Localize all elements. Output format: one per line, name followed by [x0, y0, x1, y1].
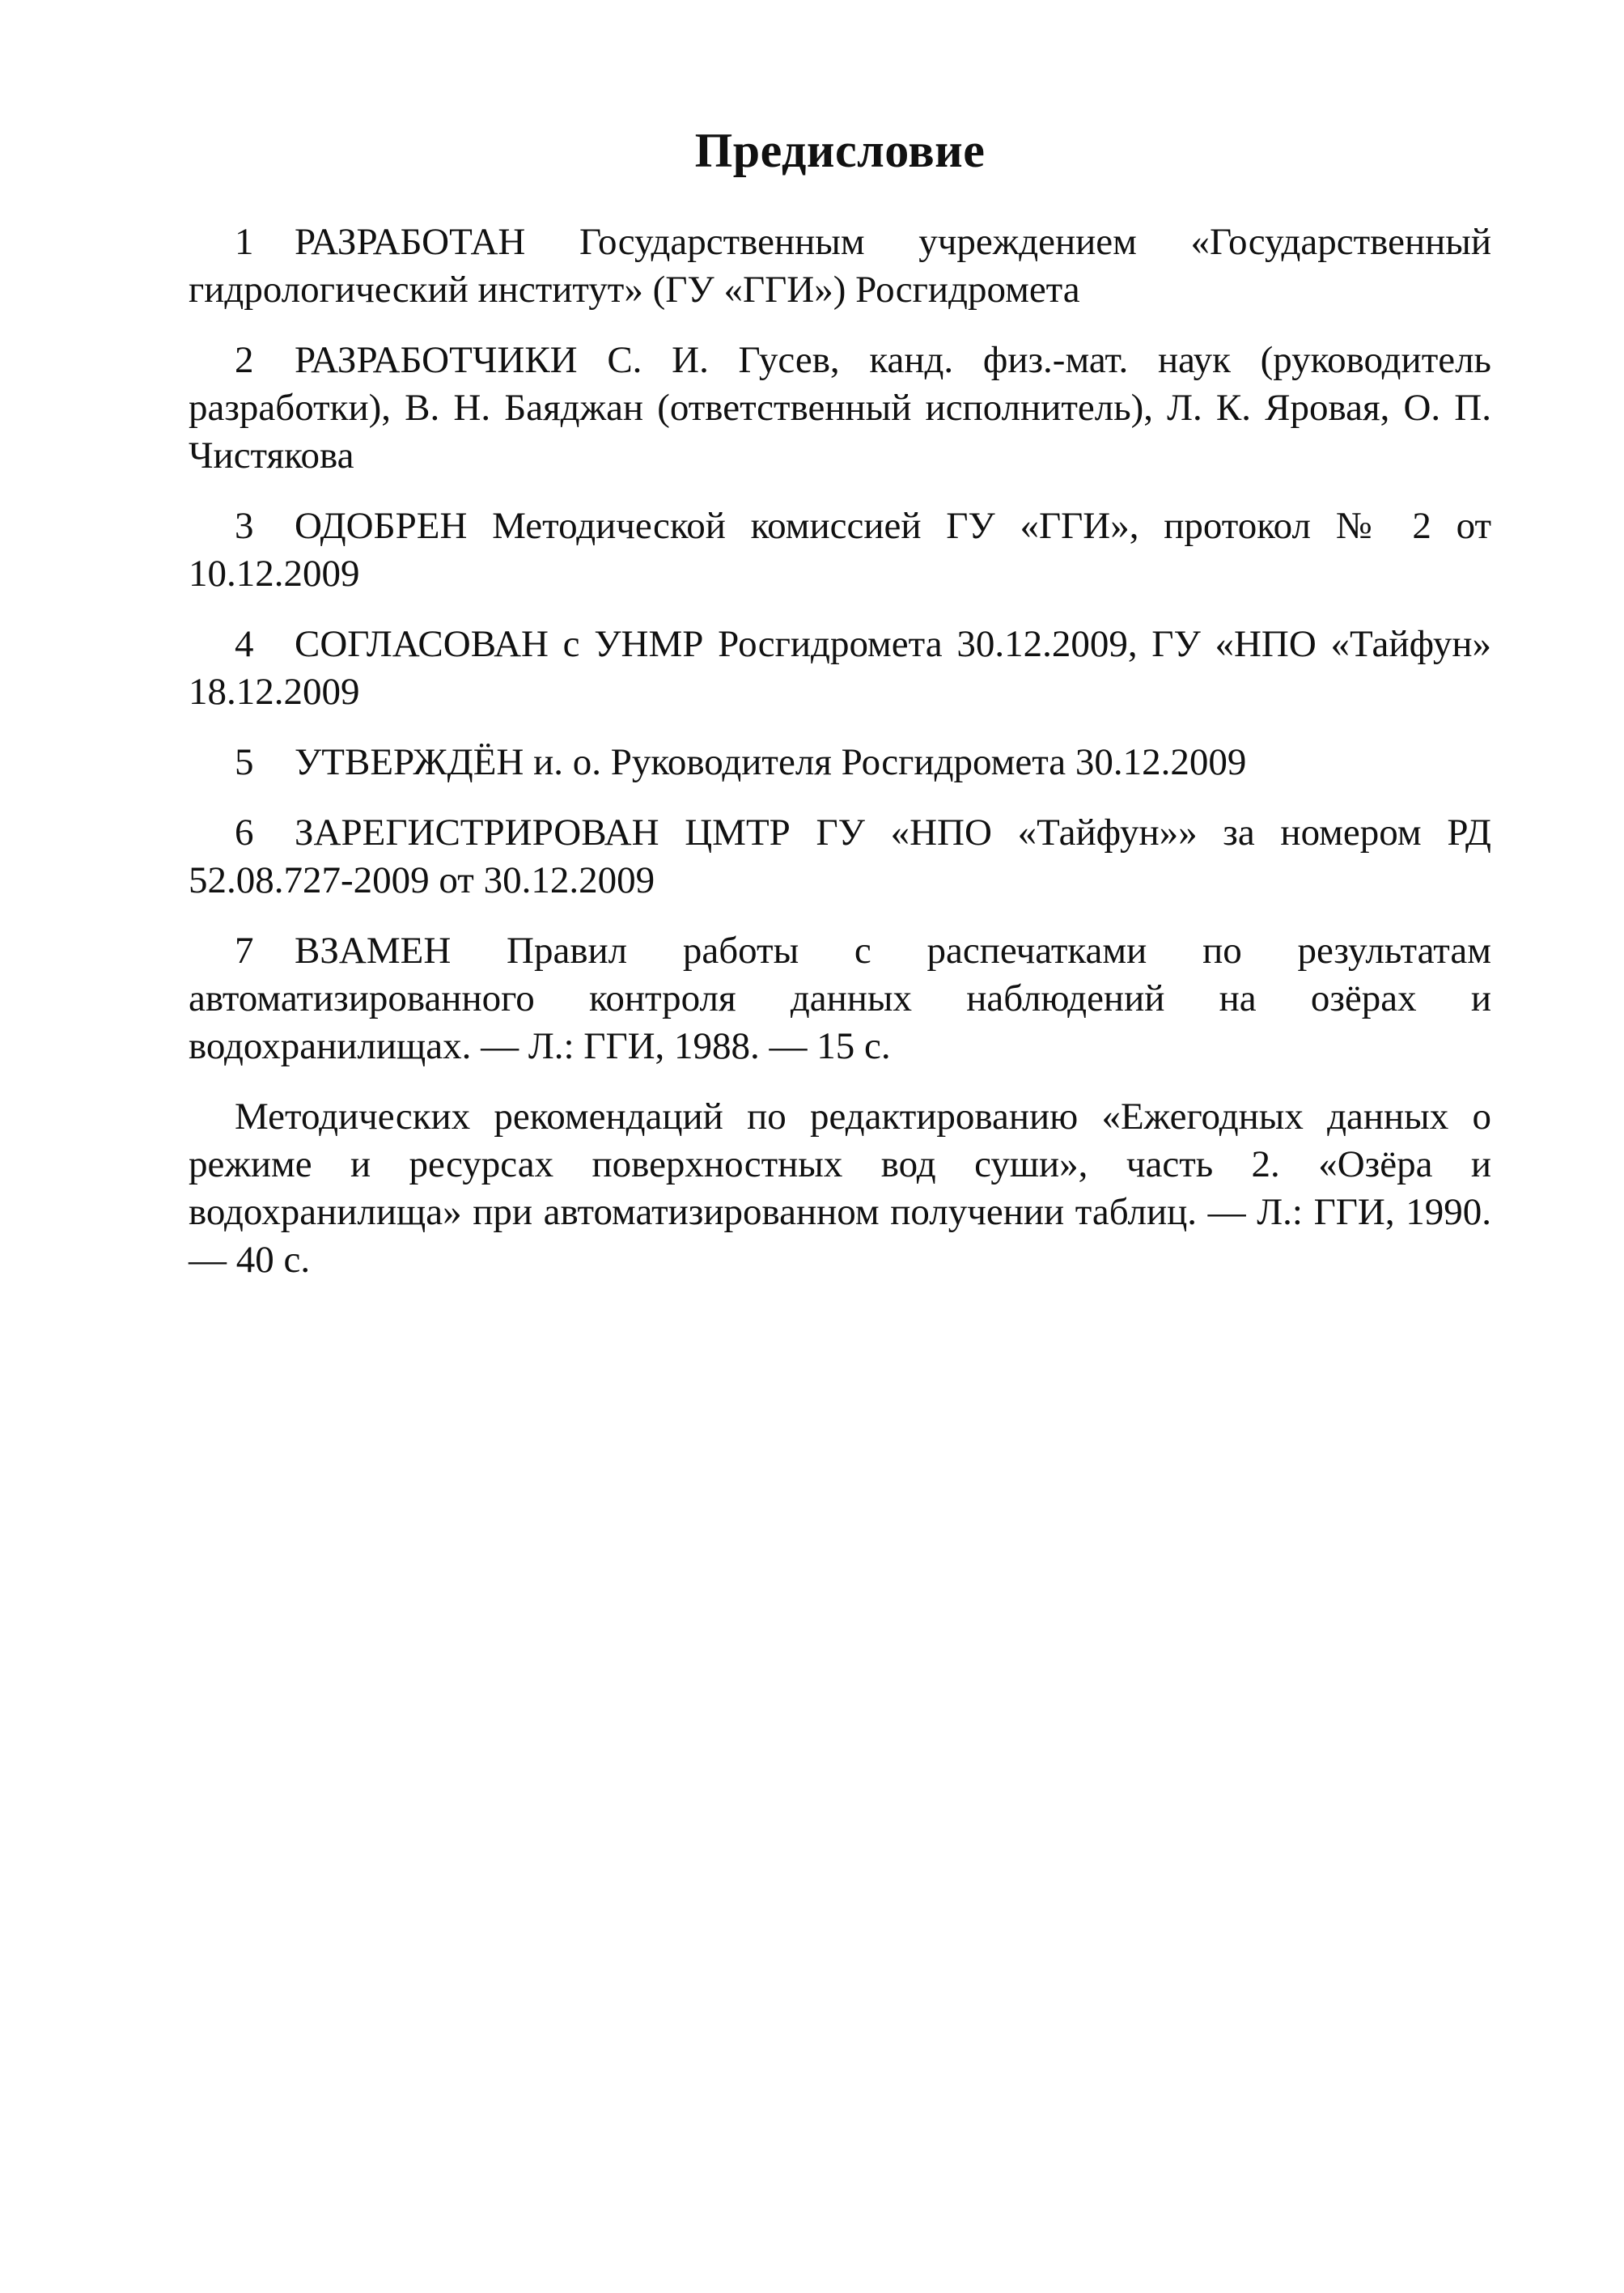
item-text: ВЗАМЕН Правил работы с распечатками по результатам автоматизированного контроля данных наблюдений на озёрах и водохранилищах. — Л.: ГГИ, 1988. — 15 с.	[189, 930, 1491, 1067]
item-number: 4	[235, 623, 254, 665]
item-text: РАЗРАБОТАН Государственным учреждением «Государственный гидрологический институт» (ГУ «ГГИ») Росгидромета	[189, 221, 1491, 311]
item-text: ОДОБРЕН Методической комиссией ГУ «ГГИ», протокол № 2 от 10.12.2009	[189, 505, 1491, 595]
list-item	[189, 621, 1491, 716]
page-title: Предисловие	[694, 124, 986, 177]
list-item	[189, 809, 1491, 905]
list-item	[189, 337, 1491, 480]
item-text: СОГЛАСОВАН с УНМР Росгидромета 30.12.2009, ГУ «НПО «Тайфун» 18.12.2009	[189, 623, 1491, 713]
item-number: 7	[235, 930, 254, 972]
list-item	[189, 927, 1491, 1070]
item-number: 5	[235, 741, 254, 783]
item-text: УТВЕРЖДЁН и. о. Руководителя Росгидромета 30.12.2009	[295, 741, 1247, 783]
document-page	[189, 121, 1491, 1307]
list-item	[189, 502, 1491, 598]
item-number: 1	[235, 221, 254, 263]
extra-paragraph: Методических рекомендаций по редактированию «Ежегодных данных о режиме и ресурсах поверхностных вод суши», часть 2. «Озёра и водохранилища» при автоматизированном получении таблиц. — Л.: ГГИ, 1990. — 40 с.	[189, 1096, 1491, 1281]
item-number: 2	[235, 339, 254, 381]
item-text: ЗАРЕГИСТРИРОВАН ЦМТР ГУ «НПО «Тайфун»» за номером РД 52.08.727-2009 от 30.12.2009	[189, 812, 1491, 901]
item-number: 6	[235, 812, 254, 854]
item-text: РАЗРАБОТЧИКИ С. И. Гусев, канд. физ.-мат. наук (руководитель разработки), В. Н. Баяджан (ответственный исполнитель), Л. К. Яровая, О. П. Чистякова	[189, 339, 1491, 477]
list-item	[189, 218, 1491, 314]
list-item	[189, 739, 1491, 786]
item-number: 3	[235, 505, 254, 547]
